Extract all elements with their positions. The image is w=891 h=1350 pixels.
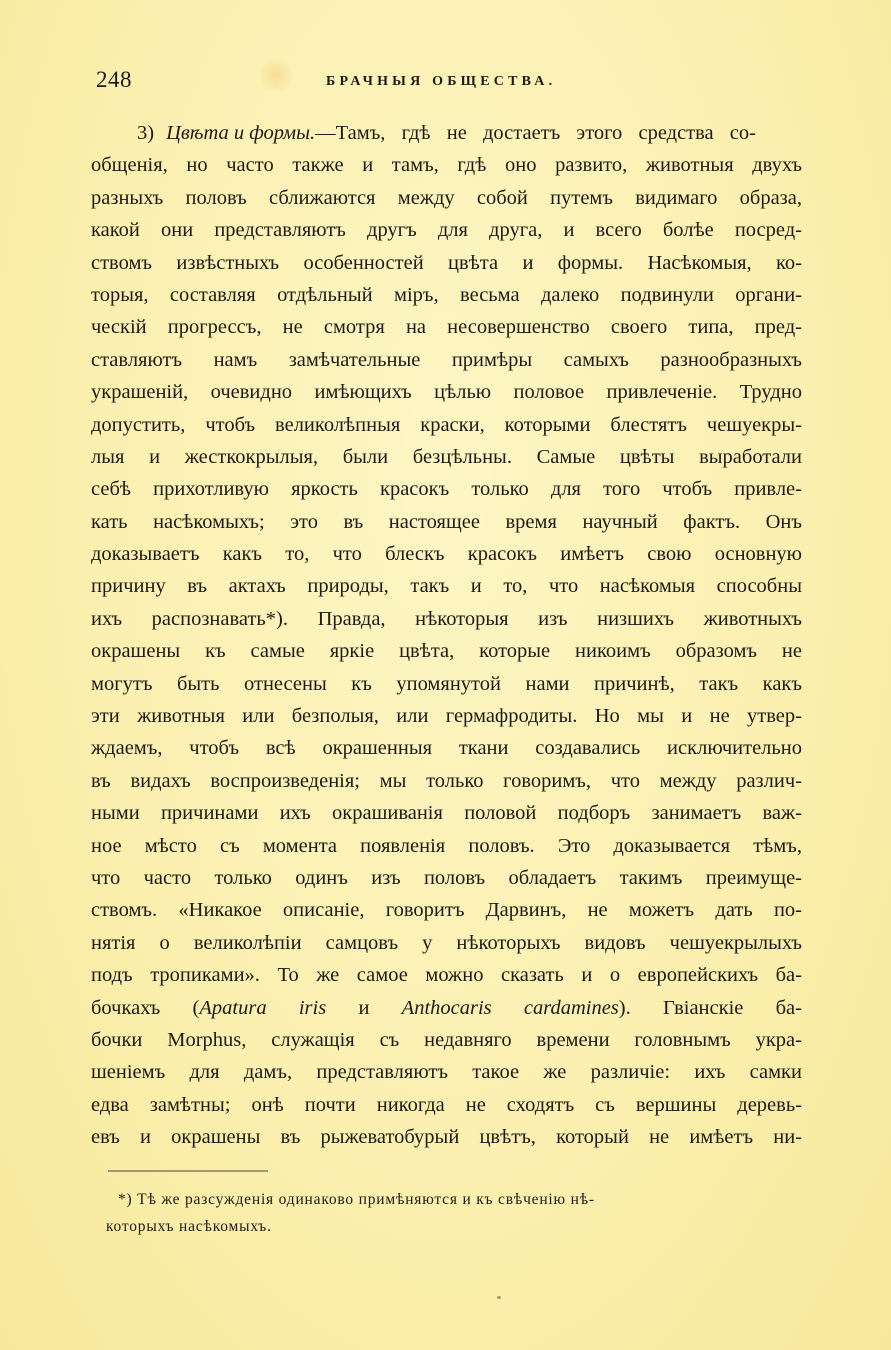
text-line-content: могутъ быть отнесены къ упомянутой нами причинѣ, такъ какъ (91, 672, 802, 695)
text-line-content: ческій прогрессъ, не смотря на несовершенство своего типа, пред- (91, 316, 802, 339)
text-line-content: кать насѣкомыхъ; это въ настоящее время научный фактъ. Онъ (91, 510, 802, 533)
text-line (91, 214, 802, 246)
paragraph-lead: 3) (137, 122, 155, 144)
text-line-content: какой они представляютъ другъ для друга, и всего болѣе посред- (91, 219, 802, 242)
text-line (91, 506, 802, 538)
text-line-content: окрашены къ самые яркіе цвѣта, которые никоимъ образомъ не (91, 640, 802, 663)
text-line (91, 1121, 802, 1153)
text-line (91, 441, 802, 473)
text-line-content: себѣ прихотливую яркость красокъ только для того чтобъ привле- (91, 478, 802, 501)
text-line (91, 538, 802, 570)
text-line (91, 1056, 802, 1088)
text-line-content: общенія, но часто также и тамъ, гдѣ оно развито, животныя двухъ (91, 154, 802, 177)
text-line-content: ное мѣсто съ момента появленія половъ. Это доказывается тѣмъ, (91, 834, 802, 857)
text-line (91, 473, 802, 505)
text-line-content: причину въ актахъ природы, такъ и то, что насѣкомыя способны (91, 575, 802, 598)
text-line (91, 1089, 802, 1121)
text-line-content: разныхъ половъ сближаются между собой путемъ видимаго образа, (91, 186, 802, 209)
text-line (91, 603, 802, 635)
text-line (91, 927, 802, 959)
text-line-content (91, 992, 802, 1024)
text-line (91, 959, 802, 991)
paper-speck (497, 1296, 501, 1299)
footnote-line-1: *) Тѣ же разсужденія одинаково примѣняются и къ свѣченію нѣ- (118, 1191, 595, 1208)
text-line (91, 830, 802, 862)
running-title: БРАЧНЫЯ ОБЩЕСТВА. (326, 74, 557, 89)
text-line-content: допустить, чтобъ великолѣпныя краски, которыми блестятъ чешуекры- (91, 413, 802, 436)
text-line (91, 635, 802, 667)
page-number: 248 (96, 67, 132, 92)
text-line (91, 279, 802, 311)
text-line (91, 862, 802, 894)
text-line (91, 1024, 802, 1056)
text-line-content: нятія о великолѣпіи самцовъ у нѣкоторыхъ видовъ чешуекрылыхъ (91, 931, 802, 954)
species-name: Apatura iris (199, 996, 327, 1019)
text-line (91, 894, 802, 926)
conjunction: и (326, 996, 402, 1019)
text-line-content: подъ тропиками». То же самое можно сказать и о европейскихъ ба- (91, 964, 802, 987)
text-line (91, 247, 802, 279)
text-line-content: евъ и окрашены въ рыжеватобурый цвѣтъ, который не имѣетъ ни- (91, 1126, 802, 1149)
text-line (91, 409, 802, 441)
text-line-content: бочки Morphus, служащія съ недавняго времени головнымъ укра- (91, 1028, 802, 1051)
text-line (91, 797, 802, 829)
text-line-content: ихъ распознавать*). Правда, нѣкоторыя изъ низшихъ животныхъ (91, 607, 802, 630)
text-line-content: шеніемъ для дамъ, представляютъ такое же различіе: ихъ самки (91, 1061, 802, 1084)
text-line (91, 149, 802, 181)
paragraph-heading: Цвѣта и формы. (166, 122, 316, 144)
text-line-content: —Тамъ, гдѣ не достаетъ этого средства со- (315, 122, 756, 144)
text-line (91, 117, 802, 149)
text-line-content: ными причинами ихъ окрашиванія половой подборъ занимаетъ важ- (91, 802, 802, 825)
text-line-content: что часто только одинъ изъ половъ обладаетъ такимъ преимуще- (91, 866, 802, 889)
text-line-content: украшеній, очевидно имѣющихъ цѣлью половое привлеченіе. Трудно (91, 381, 802, 404)
text-line (91, 992, 802, 1024)
text-line-content: ставляютъ намъ замѣчательные примѣры самыхъ разнообразныхъ (91, 348, 802, 371)
text-line-content: едва замѣтны; онѣ почти никогда не сходятъ съ вершины деревь- (91, 1093, 802, 1116)
text-line (91, 700, 802, 732)
text-line (91, 668, 802, 700)
text-line-content: торыя, составляя отдѣльный міръ, весьма далеко подвинули органи- (91, 283, 802, 306)
text-line (91, 765, 802, 797)
line-suffix: ). Гвіанскіе ба- (618, 996, 802, 1019)
text-line-content: ствомъ. «Никакое описаніе, говоритъ Дарвинъ, не можетъ дать по- (91, 899, 802, 922)
text-line (91, 344, 802, 376)
species-name: Anthocaris cardamines (401, 996, 619, 1019)
running-head (96, 66, 800, 98)
text-line-content: ствомъ извѣстныхъ особенностей цвѣта и формы. Насѣкомыя, ко- (91, 251, 802, 274)
text-line (91, 732, 802, 764)
line-prefix: бочкахъ ( (91, 996, 200, 1019)
footnote-line-2: которыхъ насѣкомыхъ. (106, 1218, 272, 1235)
text-line-content: въ видахъ воспроизведенія; мы только говоримъ, что между различ- (91, 769, 802, 792)
text-line (91, 182, 802, 214)
main-text (91, 117, 802, 1154)
footnote (106, 1186, 802, 1240)
text-line-content: эти животныя или безполыя, или гермафродиты. Но мы и не утвер- (91, 705, 802, 728)
text-line (91, 311, 802, 343)
footnote-rule (108, 1170, 268, 1172)
text-line (91, 376, 802, 408)
text-line-content: ждаемъ, чтобъ всѣ окрашенныя ткани создавались исключительно (91, 737, 802, 760)
text-line-content: лыя и жесткокрылыя, были безцѣльны. Самые цвѣты выработали (91, 445, 802, 468)
text-line-content: доказываетъ какъ то, что блескъ красокъ имѣетъ свою основную (91, 543, 802, 566)
text-line (91, 570, 802, 602)
